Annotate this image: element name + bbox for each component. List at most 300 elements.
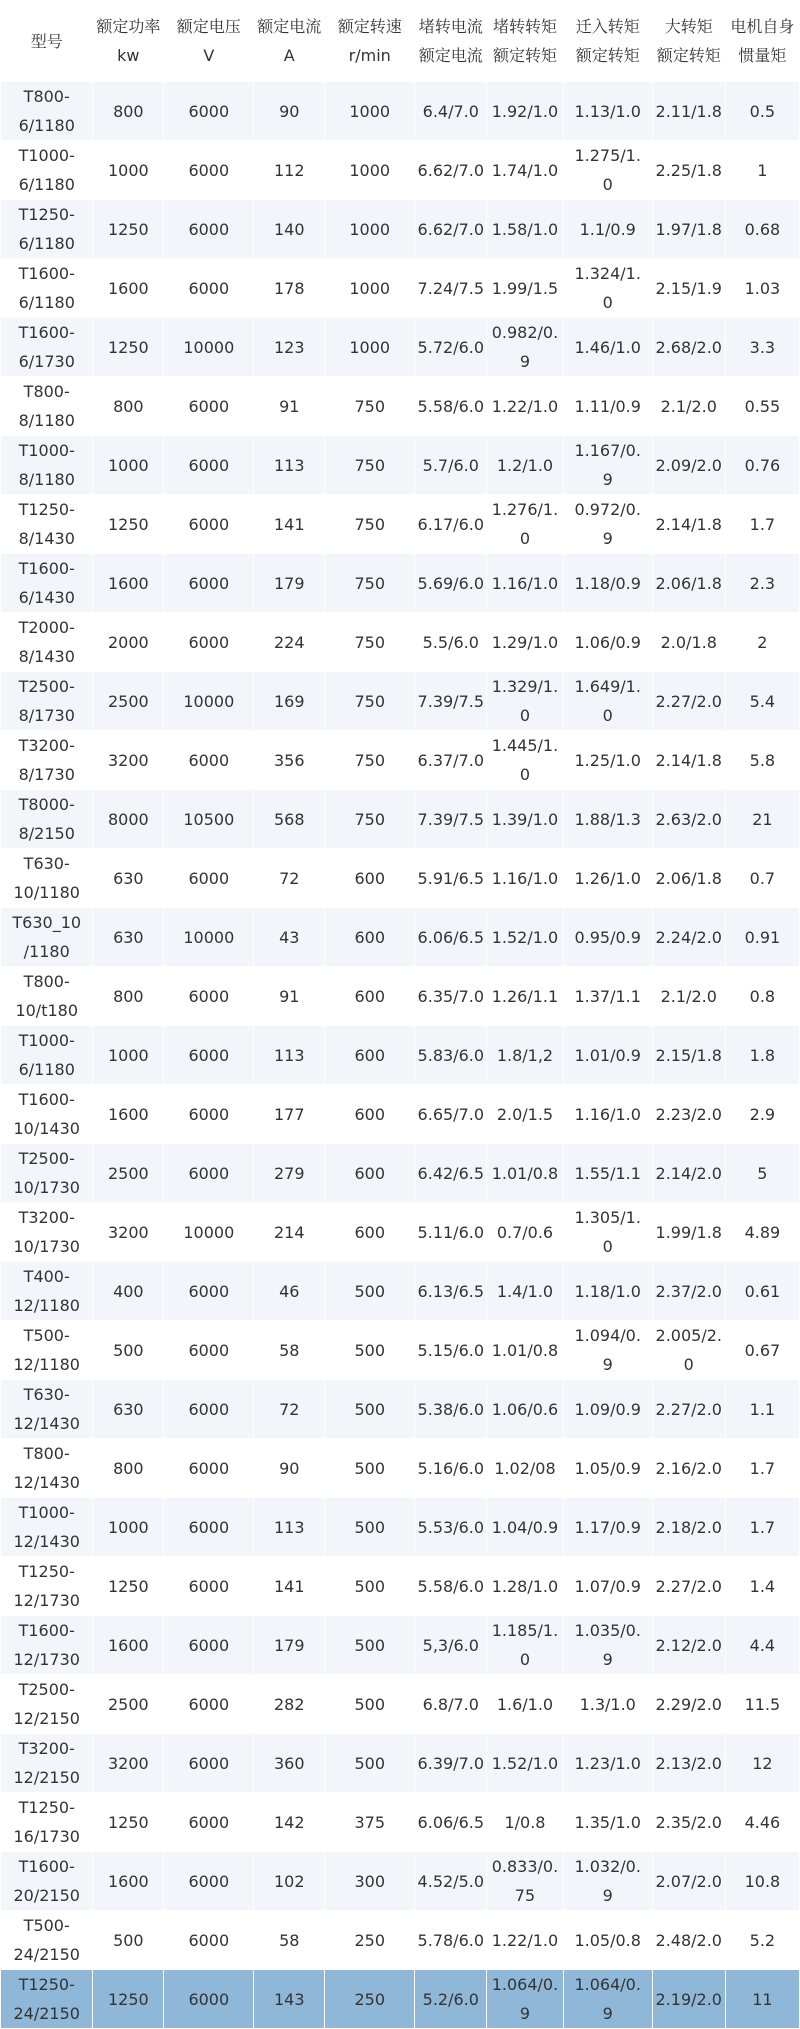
cell-text-line: 1000 [349, 278, 391, 298]
cell-text-line: 630 [113, 868, 144, 888]
cell-text-line: 12/1730 [13, 1591, 80, 1610]
table-row [1, 613, 800, 672]
table-row [1, 377, 800, 436]
cell-text-line: 46 [279, 1281, 300, 1301]
cell-text-line: 90 [279, 101, 300, 121]
cell-text-line: T1600- [18, 264, 75, 283]
table-cell [725, 1144, 799, 1203]
table-cell [563, 1026, 652, 1085]
table-cell [164, 1793, 254, 1852]
cell-text-line: 1250 [107, 337, 149, 357]
cell-text-line: 500 [113, 1340, 144, 1360]
table-cell [164, 554, 254, 613]
table-cell [487, 731, 563, 790]
table-cell [93, 613, 164, 672]
cell-text-line: 179 [274, 1635, 305, 1655]
table-cell [254, 731, 325, 790]
cell-text-line: T2000- [18, 618, 75, 637]
cell-text-line: 2.06/1.8 [655, 573, 722, 593]
cell-text-line: T500- [23, 1916, 70, 1935]
cell-text-line: 1.18/0.9 [574, 573, 641, 593]
cell-text-line: 1/0.8 [504, 1812, 546, 1832]
cell-text-line: 11.5 [744, 1694, 781, 1714]
table-cell [164, 1675, 254, 1734]
cell-text-line: 5.58/6.0 [417, 1576, 485, 1596]
table-cell [164, 672, 254, 731]
table-cell [652, 731, 725, 790]
cell-text-line: 10/1430 [13, 1119, 80, 1138]
table-cell [164, 259, 254, 318]
table-cell [164, 1321, 254, 1380]
table-cell [563, 1557, 652, 1616]
cell-text-line: 1 [757, 160, 768, 180]
table-cell [725, 82, 799, 141]
table-cell [652, 1321, 725, 1380]
table-cell [487, 141, 563, 200]
table-cell [254, 967, 325, 1026]
table-cell [164, 82, 254, 141]
cell-text-line: 5.11/6.0 [417, 1222, 485, 1242]
cell-text-line: 1.23/1.0 [574, 1753, 641, 1773]
column-header-line2: 额定转矩 [656, 46, 721, 65]
cell-text-line: 6000 [188, 1104, 230, 1124]
cell-text-line: 2.12/2.0 [655, 1635, 722, 1655]
column-header-line2: V [203, 46, 215, 65]
cell-text-line: 1.094/0. [574, 1326, 641, 1345]
table-cell [325, 731, 415, 790]
cell-text-line: 141 [274, 514, 305, 534]
table-cell [487, 1262, 563, 1321]
cell-text-line: 630 [113, 927, 144, 947]
table-cell [652, 200, 725, 259]
table-cell [652, 1203, 725, 1262]
cell-text-line: 1.09/0.9 [574, 1399, 641, 1419]
cell-text-line: 3.3 [749, 337, 776, 357]
table-cell [164, 1734, 254, 1793]
cell-text-line: 1.07/0.9 [574, 1576, 641, 1596]
table-cell [93, 1616, 164, 1675]
cell-text-line: 2.11/1.8 [655, 101, 722, 121]
table-cell [164, 1557, 254, 1616]
table-cell [93, 1911, 164, 1970]
table-row [1, 1970, 800, 2029]
table-cell [652, 554, 725, 613]
cell-text-line: 500 [354, 1281, 386, 1301]
table-cell [725, 259, 799, 318]
table-cell [325, 1498, 415, 1557]
cell-text-line: 1250 [107, 1989, 149, 2009]
table-cell [487, 967, 563, 1026]
table-cell [487, 1321, 563, 1380]
cell-text-line: 600 [354, 1045, 386, 1065]
table-cell [652, 1380, 725, 1439]
cell-text-line: 8/1730 [18, 765, 75, 784]
cell-text-line: 0.7/0.6 [496, 1222, 554, 1242]
cell-text-line: 5.16/6.0 [417, 1458, 485, 1478]
table-cell [563, 495, 652, 554]
table-cell [652, 259, 725, 318]
table-cell [415, 1321, 487, 1380]
cell-text-line: 6000 [188, 1399, 230, 1419]
table-cell [164, 731, 254, 790]
cell-text-line: 6.65/7.0 [417, 1104, 485, 1124]
column-header-line1: 电机自身 [730, 17, 795, 36]
cell-text-line: 1.7 [749, 1458, 776, 1478]
table-cell [415, 849, 487, 908]
table-cell [415, 259, 487, 318]
cell-text-line: 58 [279, 1340, 300, 1360]
table-cell [563, 1321, 652, 1380]
table-cell [325, 1262, 415, 1321]
table-cell [563, 1085, 652, 1144]
cell-text-line: 1000 [349, 337, 391, 357]
cell-text-line: 2.27/2.0 [655, 1576, 722, 1596]
table-cell [725, 849, 799, 908]
cell-text-line: 750 [354, 455, 386, 475]
table-cell [725, 1675, 799, 1734]
table-cell [325, 1793, 415, 1852]
table-cell [725, 1026, 799, 1085]
column-header-line2: 额定转矩 [492, 46, 557, 65]
cell-text-line: 6.8/7.0 [422, 1694, 479, 1714]
cell-text-line: 500 [113, 1930, 144, 1950]
cell-text-line: T1000- [18, 441, 75, 460]
cell-text-line: 1.04/0.9 [491, 1517, 559, 1537]
cell-text-line: 1.305/1. [574, 1208, 641, 1227]
model-cell [1, 318, 93, 377]
column-header-line2: 额定电流 [418, 46, 483, 65]
table-cell [415, 141, 487, 200]
table-cell [164, 790, 254, 849]
column-header-line1: 额定电流 [257, 17, 322, 36]
table-cell [725, 790, 799, 849]
cell-text-line: 6000 [188, 1045, 230, 1065]
column-header-line1: 堵转电流 [418, 17, 483, 36]
table-row [1, 1557, 800, 1616]
table-cell [652, 377, 725, 436]
cell-text-line: 1.25/1.0 [574, 750, 641, 770]
cell-text-line: 600 [354, 1222, 386, 1242]
cell-text-line: 1250 [107, 219, 149, 239]
table-cell [164, 200, 254, 259]
cell-text-line: 1.4 [749, 1576, 776, 1596]
cell-text-line: 8/1180 [18, 411, 75, 430]
table-cell [325, 1557, 415, 1616]
cell-text-line: 1.92/1.0 [491, 101, 559, 121]
table-cell [563, 259, 652, 318]
cell-text-line: 1.167/0. [574, 441, 641, 460]
table-cell [487, 1557, 563, 1616]
model-cell [1, 377, 93, 436]
table-cell [563, 377, 652, 436]
table-cell [563, 554, 652, 613]
table-cell [725, 1852, 799, 1911]
table-cell [652, 318, 725, 377]
cell-text-line: 2.14/2.0 [655, 1163, 722, 1183]
cell-text-line: 1.46/1.0 [574, 337, 641, 357]
table-cell [93, 1439, 164, 1498]
cell-text-line: 0 [602, 293, 613, 312]
model-cell [1, 1203, 93, 1262]
cell-text-line: 10000 [183, 337, 235, 357]
cell-text-line: 10000 [183, 691, 235, 711]
cell-text-line: 0.8 [749, 986, 776, 1006]
cell-text-line: 8/1430 [18, 529, 75, 548]
cell-text-line: 11 [752, 1989, 773, 2009]
cell-text-line: 0 [602, 1237, 613, 1256]
cell-text-line: 1.064/0. [491, 1975, 559, 1994]
cell-text-line: 1.3/1.0 [579, 1694, 636, 1714]
cell-text-line: 1.06/0.6 [491, 1399, 559, 1419]
column-header [487, 1, 563, 82]
cell-text-line: 1.275/1. [574, 146, 641, 165]
cell-text-line: 2.23/2.0 [655, 1104, 722, 1124]
table-row [1, 1321, 800, 1380]
cell-text-line: 6/1180 [18, 116, 75, 135]
table-cell [415, 554, 487, 613]
cell-text-line: 2.25/1.8 [655, 160, 722, 180]
cell-text-line: 6000 [188, 455, 230, 475]
cell-text-line: T2500- [18, 677, 75, 696]
table-cell [652, 1675, 725, 1734]
table-cell [93, 495, 164, 554]
table-row [1, 731, 800, 790]
cell-text-line: T1000- [18, 146, 75, 165]
column-header-line1: 堵转转矩 [492, 17, 557, 36]
cell-text-line: 1000 [107, 1517, 149, 1537]
model-cell [1, 200, 93, 259]
table-cell [164, 1498, 254, 1557]
cell-text-line: 5.5/6.0 [422, 632, 479, 652]
cell-text-line: 10/t180 [15, 1001, 78, 1020]
cell-text-line: 1.445/1. [491, 736, 559, 755]
table-row [1, 495, 800, 554]
table-cell [652, 908, 725, 967]
table-cell [652, 1911, 725, 1970]
table-cell [487, 377, 563, 436]
table-cell [93, 1675, 164, 1734]
table-cell [563, 1262, 652, 1321]
cell-text-line: 1.99/1.5 [491, 278, 559, 298]
table-cell [93, 1026, 164, 1085]
table-cell [325, 318, 415, 377]
cell-text-line: 1.6/1.0 [496, 1694, 554, 1714]
cell-text-line: 1.88/1.3 [574, 809, 641, 829]
table-cell [254, 1026, 325, 1085]
table-cell [652, 1852, 725, 1911]
cell-text-line: 102 [274, 1871, 305, 1891]
cell-text-line: 9 [519, 352, 531, 371]
cell-text-line: 6.17/6.0 [417, 514, 485, 534]
cell-text-line: T1600- [18, 1621, 75, 1640]
cell-text-line: 12/1180 [13, 1355, 80, 1374]
cell-text-line: 1.7 [749, 514, 776, 534]
table-cell [415, 1144, 487, 1203]
cell-text-line: 360 [274, 1753, 305, 1773]
table-cell [93, 82, 164, 141]
cell-text-line: 169 [274, 691, 305, 711]
model-cell [1, 1911, 93, 1970]
cell-text-line: 6000 [188, 396, 230, 416]
table-cell [563, 731, 652, 790]
cell-text-line: 0 [519, 1650, 531, 1669]
cell-text-line: 1.26/1.1 [491, 986, 559, 1006]
cell-text-line: 2.35/2.0 [655, 1812, 722, 1832]
table-cell [563, 82, 652, 141]
column-header [415, 1, 487, 82]
cell-text-line: 1.4/1.0 [496, 1281, 554, 1301]
table-cell [254, 1144, 325, 1203]
cell-text-line: T2500- [18, 1149, 75, 1168]
table-cell [164, 613, 254, 672]
table-cell [725, 1380, 799, 1439]
table-cell [725, 377, 799, 436]
table-cell [725, 731, 799, 790]
table-cell [93, 1321, 164, 1380]
cell-text-line: 0.91 [744, 927, 781, 947]
cell-text-line: 6.06/6.5 [417, 1812, 485, 1832]
model-cell [1, 1734, 93, 1793]
cell-text-line: 6000 [188, 1694, 230, 1714]
table-cell [164, 1085, 254, 1144]
table-cell [415, 82, 487, 141]
table-cell [725, 613, 799, 672]
table-cell [487, 1675, 563, 1734]
cell-text-line: 1.03 [744, 278, 781, 298]
cell-text-line: 6000 [188, 750, 230, 770]
cell-text-line: 500 [354, 1753, 386, 1773]
table-cell [725, 908, 799, 967]
cell-text-line: 2.0/1.5 [496, 1104, 554, 1124]
cell-text-line: T500- [23, 1326, 70, 1345]
cell-text-line: 8/2150 [18, 824, 75, 843]
table-cell [652, 1144, 725, 1203]
table-cell [325, 967, 415, 1026]
cell-text-line: 600 [354, 868, 386, 888]
cell-text-line: 8/1430 [18, 647, 75, 666]
table-cell [652, 1498, 725, 1557]
cell-text-line: 6000 [188, 101, 230, 121]
table-cell [164, 1616, 254, 1675]
cell-text-line: 750 [354, 514, 386, 534]
table-cell [725, 554, 799, 613]
table-cell [93, 1852, 164, 1911]
table-cell [563, 436, 652, 495]
cell-text-line: 750 [354, 750, 386, 770]
cell-text-line: 2.27/2.0 [655, 691, 722, 711]
table-cell [325, 908, 415, 967]
cell-text-line: T800- [23, 87, 70, 106]
table-cell [487, 790, 563, 849]
cell-text-line: 2.24/2.0 [655, 927, 722, 947]
cell-text-line: 1.8 [749, 1045, 776, 1065]
table-row [1, 141, 800, 200]
table-cell [93, 1085, 164, 1144]
table-cell [563, 908, 652, 967]
table-cell [415, 1085, 487, 1144]
cell-text-line: 6000 [188, 1635, 230, 1655]
table-cell [93, 259, 164, 318]
cell-text-line: 1250 [107, 514, 149, 534]
table-cell [415, 1734, 487, 1793]
cell-text-line: 143 [274, 1989, 305, 2009]
model-cell [1, 1616, 93, 1675]
column-header [93, 1, 164, 82]
table-cell [563, 1144, 652, 1203]
table-cell [325, 1734, 415, 1793]
table-cell [487, 259, 563, 318]
cell-text-line: 250 [354, 1930, 386, 1950]
cell-text-line: 2.16/2.0 [655, 1458, 722, 1478]
model-cell [1, 731, 93, 790]
table-cell [563, 1439, 652, 1498]
cell-text-line: 5.8 [749, 750, 776, 770]
table-row [1, 1262, 800, 1321]
table-cell [93, 1793, 164, 1852]
table-cell [254, 1852, 325, 1911]
column-header-line2: kw [117, 46, 140, 65]
cell-text-line: 2.0/1.8 [660, 632, 717, 652]
cell-text-line: T1250- [18, 1975, 75, 1994]
table-row [1, 1203, 800, 1262]
table-cell [725, 495, 799, 554]
cell-text-line: 600 [354, 1104, 386, 1124]
cell-text-line: 6000 [188, 632, 230, 652]
cell-text-line: 1000 [107, 1045, 149, 1065]
cell-text-line: 2.29/2.0 [655, 1694, 722, 1714]
cell-text-line: 224 [274, 632, 305, 652]
model-cell [1, 1675, 93, 1734]
column-header-line2: 惯量矩 [738, 46, 787, 65]
table-cell [487, 1498, 563, 1557]
cell-text-line: T1600- [18, 1857, 75, 1876]
table-cell [487, 200, 563, 259]
model-cell [1, 1085, 93, 1144]
table-cell [325, 436, 415, 495]
cell-text-line: 1.8/1,2 [496, 1045, 554, 1065]
cell-text-line: 500 [354, 1635, 386, 1655]
cell-text-line: 1000 [349, 219, 391, 239]
cell-text-line: 2.1/2.0 [660, 986, 717, 1006]
table-cell [652, 1793, 725, 1852]
table-cell [487, 1793, 563, 1852]
cell-text-line: 250 [354, 1989, 386, 2009]
table-cell [415, 1380, 487, 1439]
cell-text-line: 7.24/7.5 [417, 278, 485, 298]
column-header-line1: 型号 [30, 31, 63, 51]
table-cell [487, 1616, 563, 1675]
table-cell [487, 1734, 563, 1793]
cell-text-line: 1.649/1. [574, 677, 641, 696]
model-cell [1, 141, 93, 200]
cell-text-line: 400 [113, 1281, 144, 1301]
cell-text-line: 5.69/6.0 [417, 573, 485, 593]
cell-text-line: 5.72/6.0 [417, 337, 485, 357]
header-row [1, 1, 800, 82]
cell-text-line: 0.982/0. [491, 323, 559, 342]
table-cell [563, 613, 652, 672]
cell-text-line: 6/1180 [18, 234, 75, 253]
table-row [1, 1026, 800, 1085]
cell-text-line: 113 [274, 1517, 305, 1537]
table-cell [487, 1144, 563, 1203]
cell-text-line: 1.37/1.1 [574, 986, 641, 1006]
cell-text-line: 6000 [188, 1281, 230, 1301]
table-cell [563, 1675, 652, 1734]
cell-text-line: 800 [113, 986, 144, 1006]
cell-text-line: 1.11/0.9 [574, 396, 641, 416]
cell-text-line: 1.032/0. [574, 1857, 641, 1876]
